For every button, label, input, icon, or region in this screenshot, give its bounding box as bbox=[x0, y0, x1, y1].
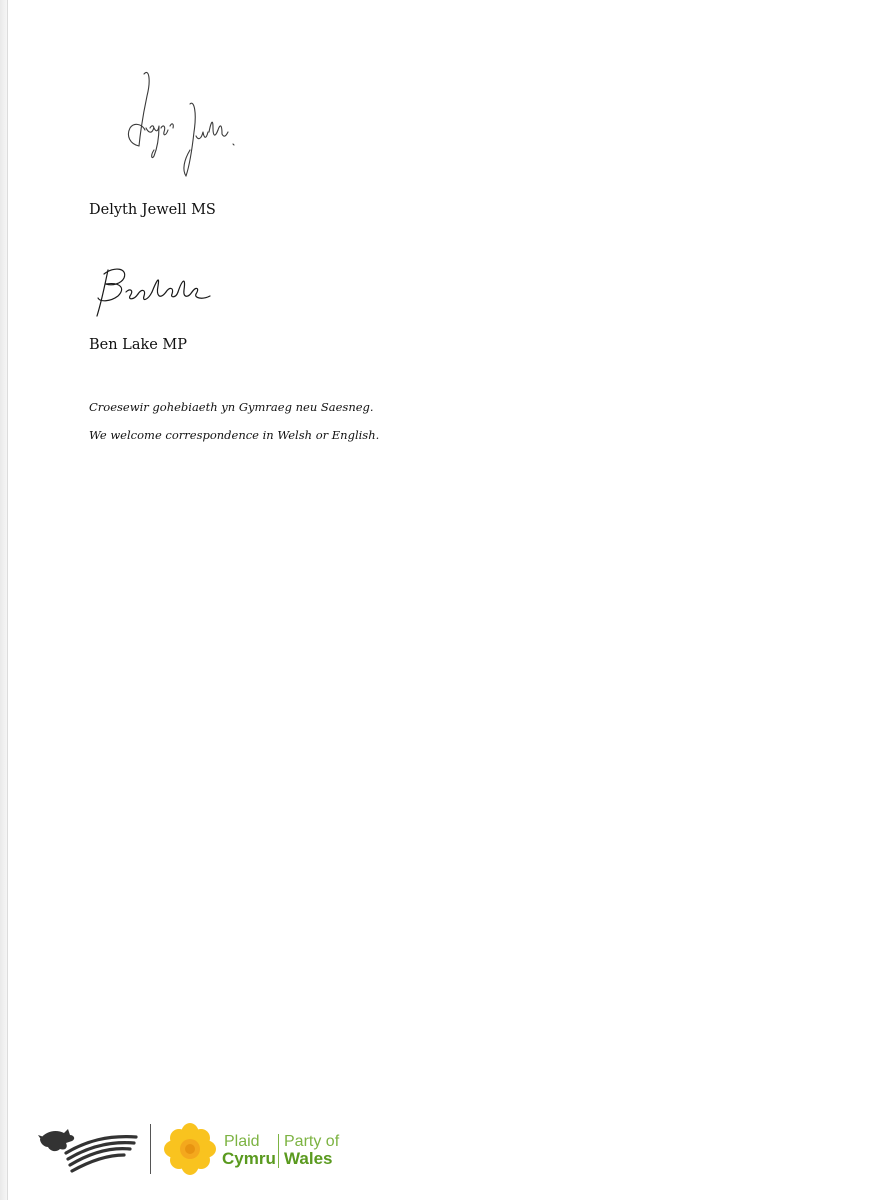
brand-party-of: Party of bbox=[284, 1133, 340, 1150]
brand-plaid: Plaid bbox=[224, 1133, 260, 1150]
daffodil-logo-icon bbox=[164, 1123, 216, 1175]
english-correspondence-note: We welcome correspondence in Welsh or English. bbox=[89, 428, 380, 442]
signature-delyth-jewell bbox=[118, 66, 248, 184]
signatory-name-ben-lake: Ben Lake MP bbox=[89, 337, 188, 353]
welsh-dragon-logo-icon bbox=[38, 1123, 140, 1175]
signature-ben-lake bbox=[90, 262, 220, 324]
footer-divider bbox=[150, 1124, 151, 1174]
signatory-name-delyth-jewell: Delyth Jewell MS bbox=[89, 202, 216, 218]
brand-wales: Wales bbox=[284, 1149, 333, 1168]
page-edge bbox=[0, 0, 8, 1200]
footer-logos bbox=[38, 1118, 378, 1178]
welsh-correspondence-note: Croesewir gohebiaeth yn Gymraeg neu Saesneg. bbox=[89, 400, 374, 414]
brand-separator bbox=[278, 1134, 279, 1168]
brand-cymru: Cymru bbox=[222, 1149, 276, 1168]
